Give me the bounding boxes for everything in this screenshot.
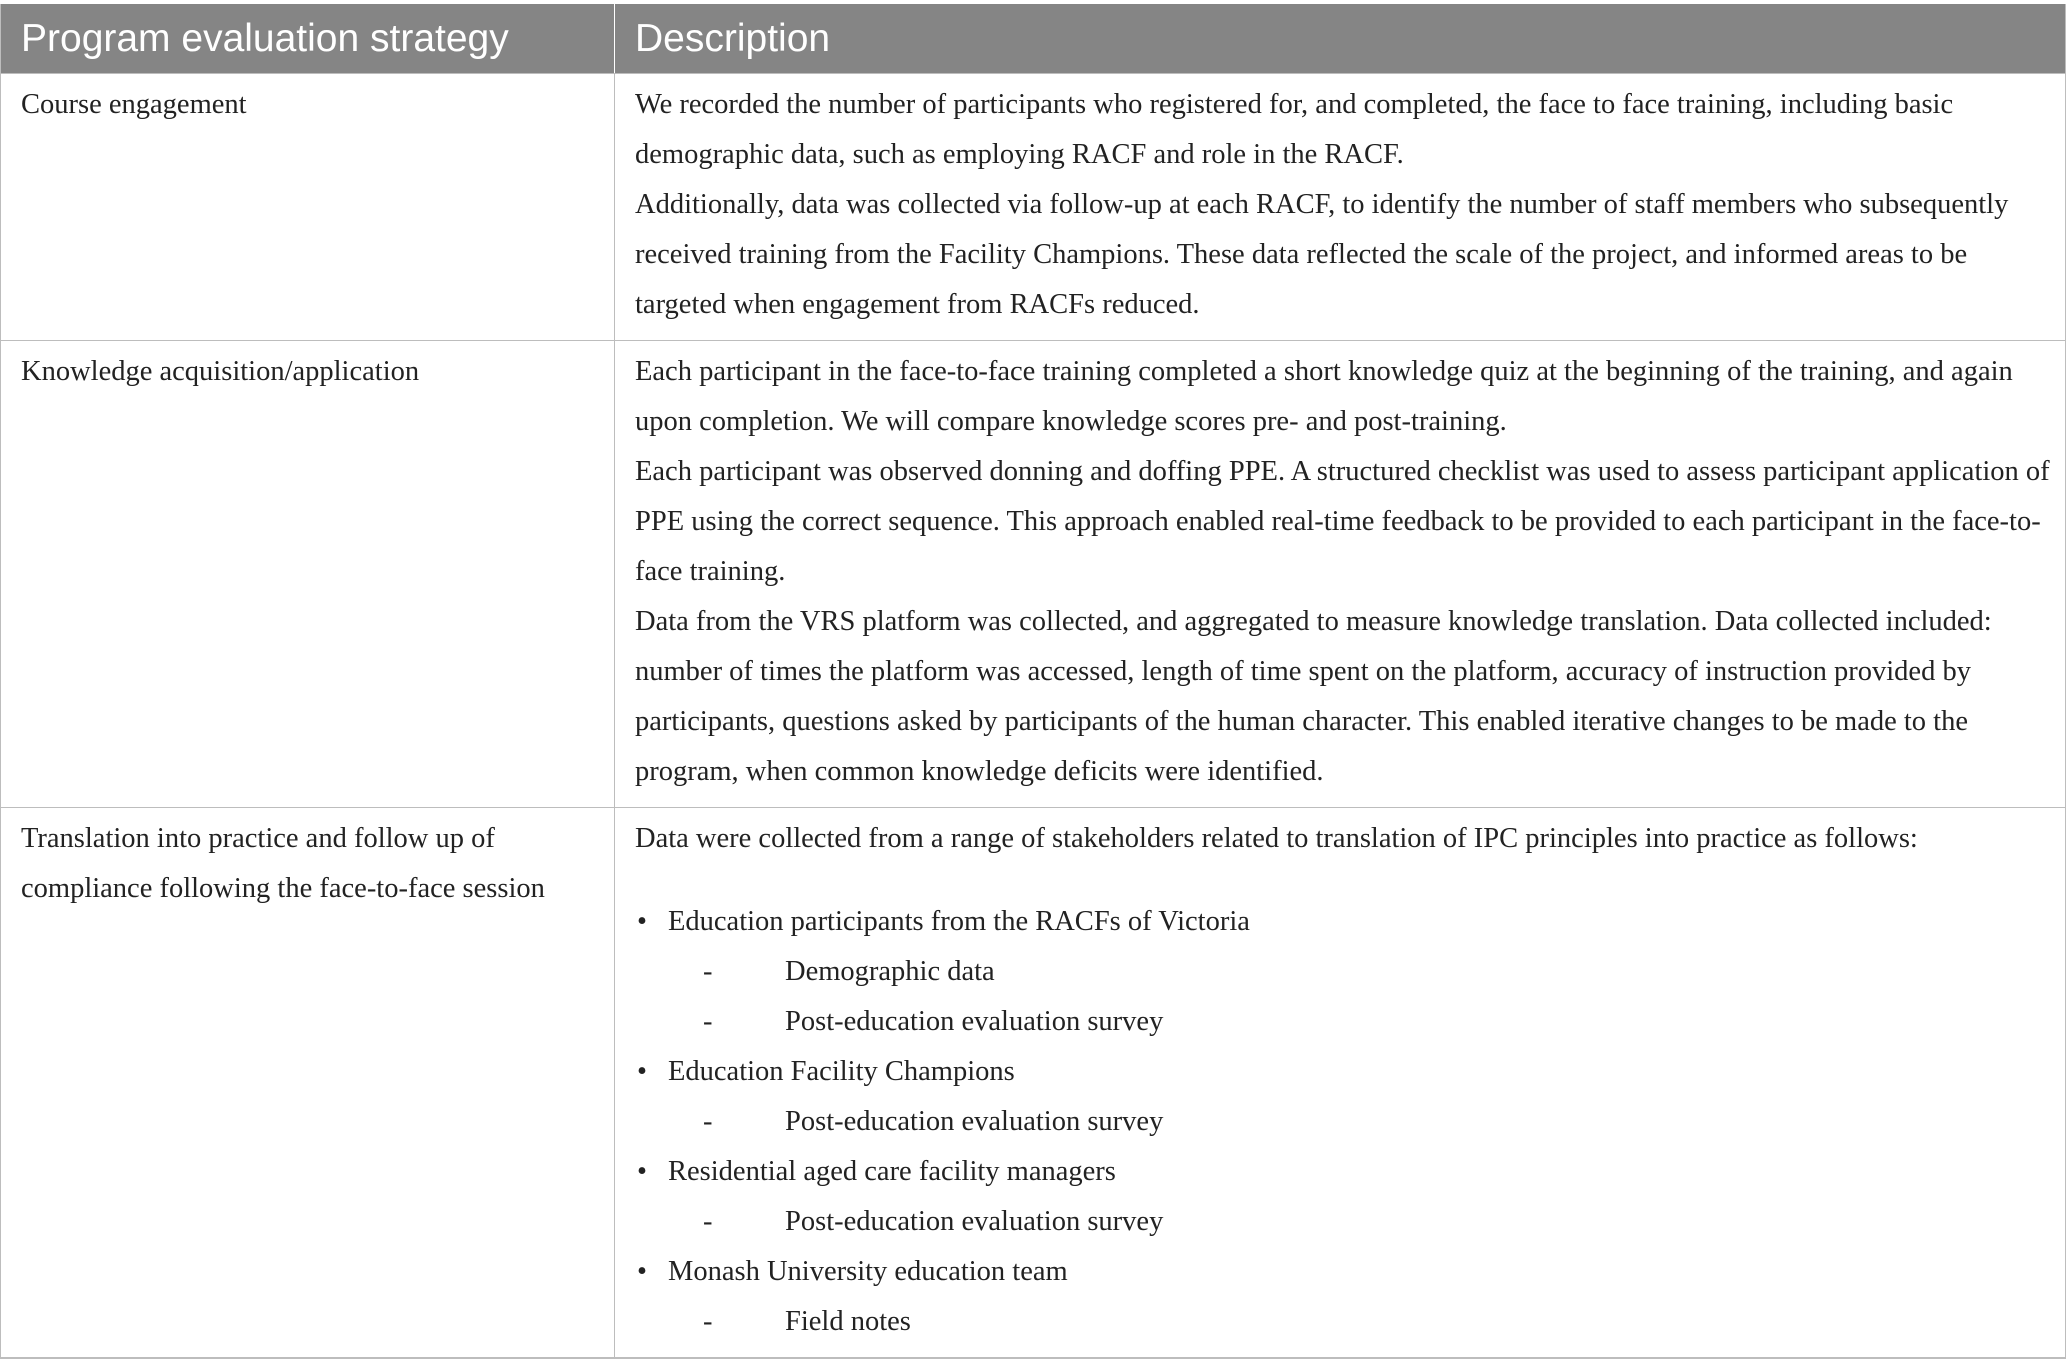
description-cell xyxy=(615,74,2065,340)
sub-item xyxy=(635,1297,2053,1347)
bullet-item xyxy=(635,1147,2053,1197)
sub-item-label: Field notes xyxy=(785,1306,911,1337)
sub-item-label: Post-education evaluation survey xyxy=(785,1206,1164,1237)
sub-item-label: Demographic data xyxy=(785,956,995,987)
column-header-strategy: Program evaluation strategy xyxy=(1,4,615,73)
paragraph-spacer xyxy=(635,864,2053,897)
bullet-label: Monash University education team xyxy=(668,1256,1068,1287)
description-paragraph: Data from the VRS platform was collected, and aggregated to measure knowledge translation. Data collected included: number of times the platform was accessed, length of time spent on the platform, accuracy of instruction provided by participants, questions asked by participants of the human character. This enabled iterative changes to be made to the program, when common knowledge deficits were identified. xyxy=(635,606,1992,787)
strategy-cell: Translation into practice and follow up of compliance following the face-to-face session xyxy=(1,808,615,1357)
bullet-label: Education participants from the RACFs of Victoria xyxy=(668,906,1250,937)
strategy-cell: Knowledge acquisition/application xyxy=(1,341,615,807)
description-paragraph: Each participant was observed donning and doffing PPE. A structured checklist was used to assess participant application of PPE using the correct sequence. This approach enabled real-time feedback to be provided to each participant in the face-to-face training. xyxy=(635,456,2050,587)
sub-item-label: Post-education evaluation survey xyxy=(785,1106,1164,1137)
sub-item xyxy=(635,1097,2053,1147)
table-row xyxy=(1,340,2065,807)
bullet-dot-icon: • xyxy=(637,1156,647,1187)
bullet-dot-icon: • xyxy=(637,1256,647,1287)
strategy-cell: Course engagement xyxy=(1,74,615,340)
sub-item xyxy=(635,1197,2053,1247)
description-paragraph: We recorded the number of participants who registered for, and completed, the face to face training, including basic demographic data, such as employing RACF and role in the RACF. xyxy=(635,89,1954,170)
bullet-label: Residential aged care facility managers xyxy=(668,1156,1116,1187)
sub-item xyxy=(635,947,2053,997)
bullet-item xyxy=(635,1247,2053,1297)
bullet-item xyxy=(635,1047,2053,1097)
table-row xyxy=(1,73,2065,340)
bullet-label: Education Facility Champions xyxy=(668,1056,1015,1087)
description-cell xyxy=(615,341,2065,807)
bullet-dot-icon: • xyxy=(637,906,647,937)
dash-icon: - xyxy=(703,956,713,987)
description-cell xyxy=(615,808,2065,1357)
dash-icon: - xyxy=(703,1106,713,1137)
sub-item xyxy=(635,997,2053,1047)
table-row xyxy=(1,807,2065,1357)
evaluation-table xyxy=(0,4,2066,1359)
bullet-dot-icon: • xyxy=(637,1056,647,1087)
description-paragraph: Additionally, data was collected via follow-up at each RACF, to identify the number of staff members who subsequently received training from the Facility Champions. These data reflected the scale of the project, and informed areas to be targeted when engagement from RACFs reduced. xyxy=(635,189,2009,320)
sub-item-label: Post-education evaluation survey xyxy=(785,1006,1164,1037)
dash-icon: - xyxy=(703,1306,713,1337)
dash-icon: - xyxy=(703,1006,713,1037)
dash-icon: - xyxy=(703,1206,713,1237)
description-paragraph: Data were collected from a range of stakeholders related to translation of IPC principles into practice as follows: xyxy=(635,823,1918,854)
bullet-item xyxy=(635,897,2053,947)
table-header-row xyxy=(1,4,2065,73)
column-header-description: Description xyxy=(635,17,831,60)
description-paragraph: Each participant in the face-to-face training completed a short knowledge quiz at the beginning of the training, and again upon completion. We will compare knowledge scores pre- and post-training. xyxy=(635,356,2013,437)
